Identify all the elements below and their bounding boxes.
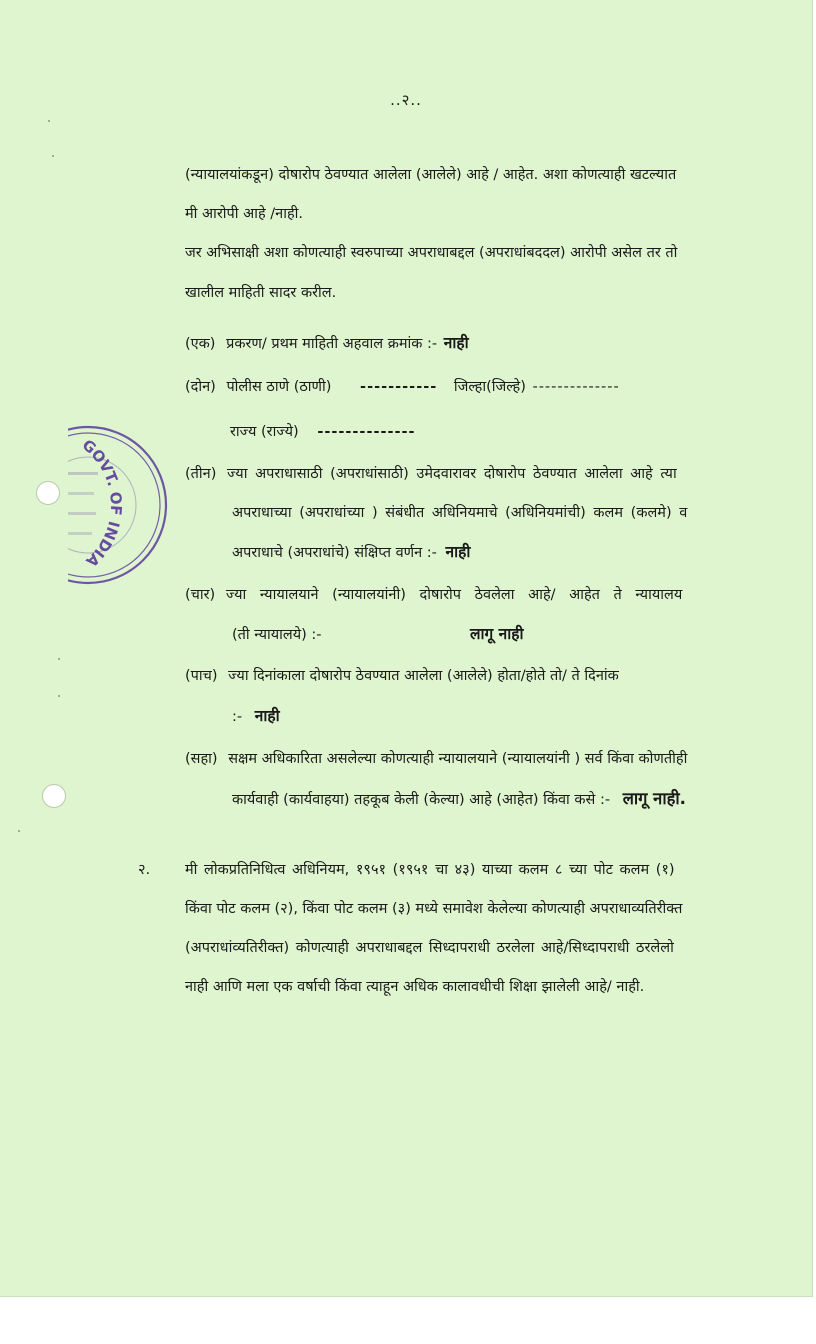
stamp-text: GOVT. OF INDIA	[78, 435, 126, 571]
item-ek-answer: नाही	[443, 334, 469, 352]
item-teen-answer: नाही	[445, 543, 471, 561]
item-teen-line1: ज्या अपराधासाठी (अपराधांसाठी) उमेदवारावर दोषारोप ठेवण्यात आलेला आहे त्या	[227, 466, 677, 482]
para1-line1: (न्यायालयांकडून) दोषारोप ठेवण्यात आलेला (आलेले) आहे / आहेत. अशा कोणत्याही खटल्यात	[185, 167, 677, 183]
page-number: ..२..	[390, 91, 422, 109]
item-don-state: राज्य (राज्ये)	[230, 424, 299, 440]
item-pach-answer: नाही	[254, 707, 280, 725]
section2-line2: किंवा पोट कलम (२), किंवा पोट कलम (३) मध्ये समावेश केलेल्या कोणत्याही अपराधाव्यतिरीक्त	[185, 901, 683, 917]
item-teen-line3: अपराधाचे (अपराधांचे) संक्षिप्त वर्णन :-	[232, 545, 437, 561]
item-char-line2: (ती न्यायालये) :-	[232, 627, 322, 643]
item-saha-line2: कार्यवाही (कार्यवाहया) तहकूब केली (केल्या) आहे (आहेत) किंवा कसे :-	[232, 792, 611, 808]
item-marker: (चार)	[185, 587, 216, 603]
item-saha-answer: लागू नाही.	[622, 789, 686, 808]
para1-line3: जर अभिसाक्षी अशा कोणत्याही स्वरुपाच्या अपराधाबद्दल (अपराधांबददल) आरोपी असेल तर तो	[185, 245, 678, 261]
punch-hole-upper	[36, 481, 60, 505]
para1-line2: मी आरोपी आहे /नाही.	[185, 206, 304, 222]
item-char-line1: ज्या न्यायालयाने (न्यायालयांनी) दोषारोप ठेवलेला आहे/ आहेत ते न्यायालय	[225, 587, 683, 603]
item-don-dash2: --------------	[532, 379, 620, 395]
item-saha	[185, 749, 687, 769]
item-don-district: जिल्हा(जिल्हे)	[453, 379, 526, 395]
item-ek	[185, 333, 469, 354]
government-stamp	[68, 410, 168, 590]
item-teen	[185, 464, 677, 484]
item-char-answer: लागू नाही	[470, 625, 524, 643]
speck	[18, 830, 20, 832]
section2-line4: नाही आणि मला एक वर्षाची किंवा त्याहून अधिक कालावधीची शिक्षा झालेली आहे/ नाही.	[185, 979, 645, 995]
item-marker: (एक)	[185, 336, 216, 352]
item-marker: (दोन)	[185, 379, 216, 395]
item-don-state-line	[230, 422, 416, 442]
item-marker: (सहा)	[185, 751, 218, 767]
item-don-dash3: --------------	[317, 424, 416, 440]
item-teen-line3-row	[232, 542, 470, 563]
speck	[58, 695, 60, 697]
item-pach-line2-row	[232, 706, 280, 727]
item-marker: (तीन)	[185, 466, 217, 482]
speck	[58, 658, 60, 660]
svg-text:GOVT. OF INDIA	[79, 436, 126, 571]
para1-line4: खालील माहिती सादर करील.	[185, 285, 337, 301]
section2-line1: मी लोकप्रतिनिधित्व अधिनियम, १९५१ (१९५१ चा ४३) याच्या कलम ८ च्या पोट कलम (१)	[185, 862, 675, 878]
section2-number: २.	[138, 862, 151, 878]
punch-hole-lower	[42, 784, 66, 808]
item-don-text: पोलीस ठाणे (ठाणी)	[226, 379, 332, 395]
item-char	[185, 585, 682, 605]
item-marker: (पाच)	[185, 668, 218, 684]
item-saha-line2-row	[232, 789, 686, 810]
section2-line3: (अपराधांव्यतिरीक्त) कोणत्याही अपराधाबद्दल सिध्दापराधी ठरलेला आहे/सिध्दापराधी ठरलेलो	[185, 940, 674, 956]
item-pach	[185, 666, 619, 686]
item-ek-text: प्रकरण/ प्रथम माहिती अहवाल क्रमांक :-	[226, 336, 438, 352]
item-char-line2-row	[232, 625, 322, 645]
item-don	[185, 377, 620, 397]
item-pach-line2: :-	[232, 709, 243, 725]
item-pach-line1: ज्या दिनांकाला दोषारोप ठेवण्यात आलेला (आलेले) होता/होते तो/ ते दिनांक	[228, 668, 619, 684]
item-saha-line1: सक्षम अधिकारिता असलेल्या कोणत्याही न्यायालयाने (न्यायालयांनी ) सर्व किंवा कोणतीही	[228, 751, 688, 767]
item-don-dash1: -----------	[360, 379, 438, 395]
item-teen-line2: अपराधाच्या (अपराधांच्या ) संबंधीत अधिनियमाचे (अधिनियमांची) कलम (कलमे) व	[232, 505, 688, 521]
speck	[52, 155, 54, 157]
speck	[48, 120, 50, 122]
